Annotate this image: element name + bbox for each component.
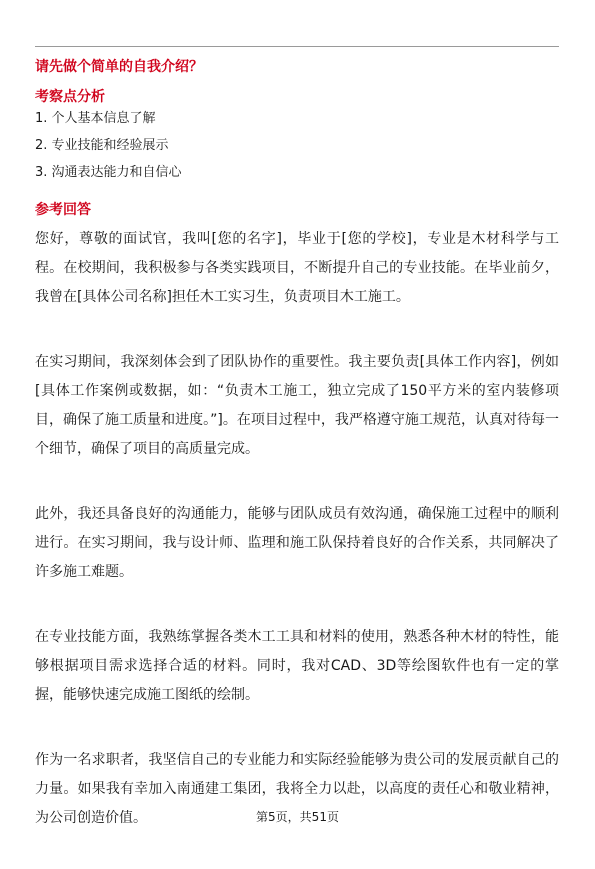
analysis-points [35, 110, 182, 191]
analysis-point: 3. 沟通表达能力和自信心 [35, 165, 182, 180]
question-title: 请先做个简单的自我介绍？ [35, 59, 203, 75]
top-divider [35, 46, 559, 47]
answer-paragraph: 此外，我还具备良好的沟通能力，能够与团队成员有效沟通，确保施工过程中的顺利进行。在实习期间，我与设计师、监理和施工队保持着良好的合作关系，共同解决了许多施工难题。 [35, 506, 559, 580]
answer-paragraph: 在实习期间，我深刻体会到了团队协作的重要性。我主要负责[具体工作内容]，例如[具体工作案例或数据，如：“负责木工施工，独立完成了150平方米的室内装修项目，确保了施工质量和进度。”]。在项目过程中，我严格遵守施工规范，认真对待每一个细节，确保了项目的高质量完成。 [35, 354, 559, 457]
page-number: 第5页，共51页 [256, 810, 339, 824]
analysis-heading: 考察点分析 [35, 89, 105, 105]
answer-paragraph: 在专业技能方面，我熟练掌握各类木工工具和材料的使用，熟悉各种木材的特性，能够根据项目需求选择合适的材料。同时，我对CAD、3D等绘图软件也有一定的掌握，能够快速完成施工图纸的绘制。 [35, 629, 559, 703]
answer-paragraph: 您好，尊敬的面试官，我叫[您的名字]，毕业于[您的学校]，专业是木材科学与工程。在校期间，我积极参与各类实践项目，不断提升自己的专业技能。在毕业前夕，我曾在[具体公司名称]担任木工实习生，负责项目木工施工。 [35, 231, 559, 305]
analysis-point: 1. 个人基本信息了解 [35, 111, 156, 126]
analysis-point: 2. 专业技能和经验展示 [35, 138, 169, 153]
answer-paragraph: 作为一名求职者，我坚信自己的专业能力和实际经验能够为贵公司的发展贡献自己的力量。如果我有幸加入南通建工集团，我将全力以赴，以高度的责任心和敬业精神，为公司创造价值。 [35, 752, 559, 826]
answer-heading: 参考回答 [35, 202, 91, 218]
answer-body [35, 225, 559, 869]
